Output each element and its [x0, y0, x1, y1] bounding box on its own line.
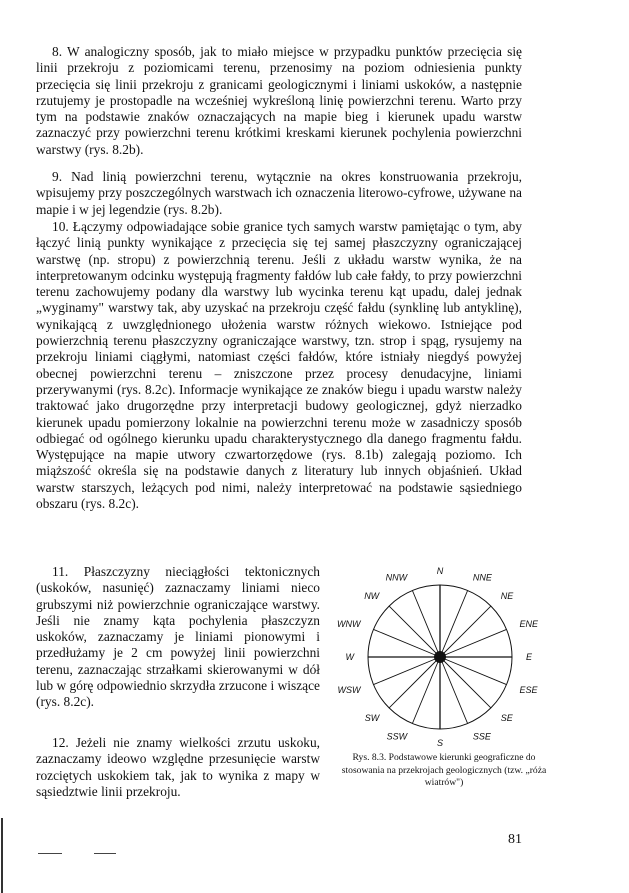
- wind-rose-diagram: [330, 566, 556, 756]
- binding-edge: [1, 818, 3, 893]
- rose-label-wsw: WSW: [337, 684, 361, 695]
- paragraph-10: 10. Łączymy odpowiadające sobie granice tych samych warstw pamiętając o tym, aby łączyć linią punkty wynikające z przecięcia się tej samej płaszczyzny ograniczającej warstwę (np. stropu) z powierzchnią terenu. Jeśli z układu warstw wynika, że na interpretowanym odcinku występują fragmenty fałdów lub całe fałdy, to przy powierzchni terenu zachowujemy podany dla warstwy lub wycinka terenu kąt upadu, dalej jednak „wyginamy" warstwy tak, aby uzyskać na przekroju część fałdu (synklinę lub antyklinę), wynikającą z uwzględnionego ułożenia warstw różnych wiekowo. Istniejące pod powierzchnią terenu płaszczyzny ograniczające warstwy, tzn. strop i spąg, rysujemy na przekroju liniami ciągłymi, natomiast części fałdów, które istniały niegdyś powyżej obecnej powierzchni terenu – zniszczone przez procesy denudacyjne, liniami przerywanymi (rys. 8.2c). Informacje wynikające ze znaków biegu i upadu warstw należy traktować jako drugorzędne przy interpretacji budowy geologicznej, gdyż nierzadko kierunek upadu pomierzony lokalnie na powierzchni terenu może w zasadniczy sposób odbiegać od ogólnego kierunku upadu charakterystycznego dla danego fragmentu fałdu. Występujące na mapie utwory czwartorzędowe (rys. 8.1b) zalegają poziomo. Ich miąższość określa się na podstawie danych z literatury lub innych objaśnień. Układ warstw starszych, leżących pod nimi, należy interpretować na podstawie sąsiedniego obszaru (rys. 8.2c).: [36, 219, 522, 512]
- paragraph-8: 8. W analogiczny sposób, jak to miało miejsce w przypadku punktów przecięcia się linii przekroju z poziomicami terenu, przenosimy na poziom odniesienia punkty przecięcia się linii przekroju z granicami geologicznymi i liniami uskoków, a następnie rzutujemy je prostopadle na wcześniej wykreśloną linię powierzchni terenu. Warto przy tym na podstawie znaków oznaczających na mapie bieg i kierunek upadu warstw zaznaczyć przy powierzchni terenu krótkimi kreskami kierunek pochylenia powierzchni warstwy (rys. 8.2b).: [36, 44, 522, 157]
- rose-line-se: [440, 657, 491, 708]
- rose-label-ese: ESE: [519, 684, 538, 695]
- rose-label-ssw: SSW: [386, 731, 408, 742]
- paragraph-11: 11. Płaszczyzny nieciągłości tektonicznych (uskoków, nasunięć) zaznaczamy liniami nieco grubszymi niż powierzchnie ograniczające warstwy. Jeśli nie znamy kąta pochylenia płaszczyzn uskoków, zaznaczamy je liniami pionowymi i przedłużamy je 2 cm powyżej linii powierzchni terenu, zaznaczając strzałkami skierowanymi w dół lub w górę odpowiednio skrzydła zrzucone i wiszące (rys. 8.2c).: [36, 564, 320, 710]
- rose-label-e: E: [526, 652, 533, 662]
- rose-label-w: W: [345, 652, 354, 662]
- paragraph-12: 12. Jeżeli nie znamy wielkości zrzutu uskoku, zaznaczamy ideowo względne przesunięcie warstw rozciętych uskokiem tak, jak to wynika z mapy w sąsiedztwie linii przekroju.: [36, 735, 320, 799]
- footer-rule-left: [38, 853, 62, 854]
- rose-line-nw: [389, 606, 440, 657]
- rose-label-sse: SSE: [472, 731, 491, 742]
- rose-label-s: S: [436, 738, 444, 748]
- wind-rose-figure: [330, 566, 556, 756]
- rose-label-nnw: NNW: [385, 572, 408, 583]
- rose-label-nw: NW: [364, 591, 380, 602]
- rose-label-nne: NNE: [472, 572, 492, 583]
- rose-center-dot: [434, 651, 446, 663]
- rose-label-se: SE: [500, 712, 513, 723]
- figure-caption: Rys. 8.3. Podstawowe kierunki geograficzne do stosowania na przekrojach geologicznych (tzw. „róża wiatrów"): [341, 752, 547, 788]
- rose-label-wnw: WNW: [337, 619, 361, 630]
- rose-label-ne: NE: [500, 591, 514, 602]
- rose-label-ene: ENE: [519, 619, 539, 630]
- rose-label-n: N: [436, 566, 444, 576]
- page-number: 81: [508, 832, 522, 847]
- footer-rule-right: [94, 853, 116, 854]
- rose-line-sw: [389, 657, 440, 708]
- rose-label-sw: SW: [364, 712, 380, 723]
- rose-line-ne: [440, 606, 491, 657]
- paragraph-9: 9. Nad linią powierzchni terenu, wytącznie na okres konstruowania przekroju, wpisujemy przy poszczególnych warstwach ich oznaczenia literowo-cyfrowe, używane na mapie i w jej legendzie (rys. 8.2b).: [36, 169, 522, 217]
